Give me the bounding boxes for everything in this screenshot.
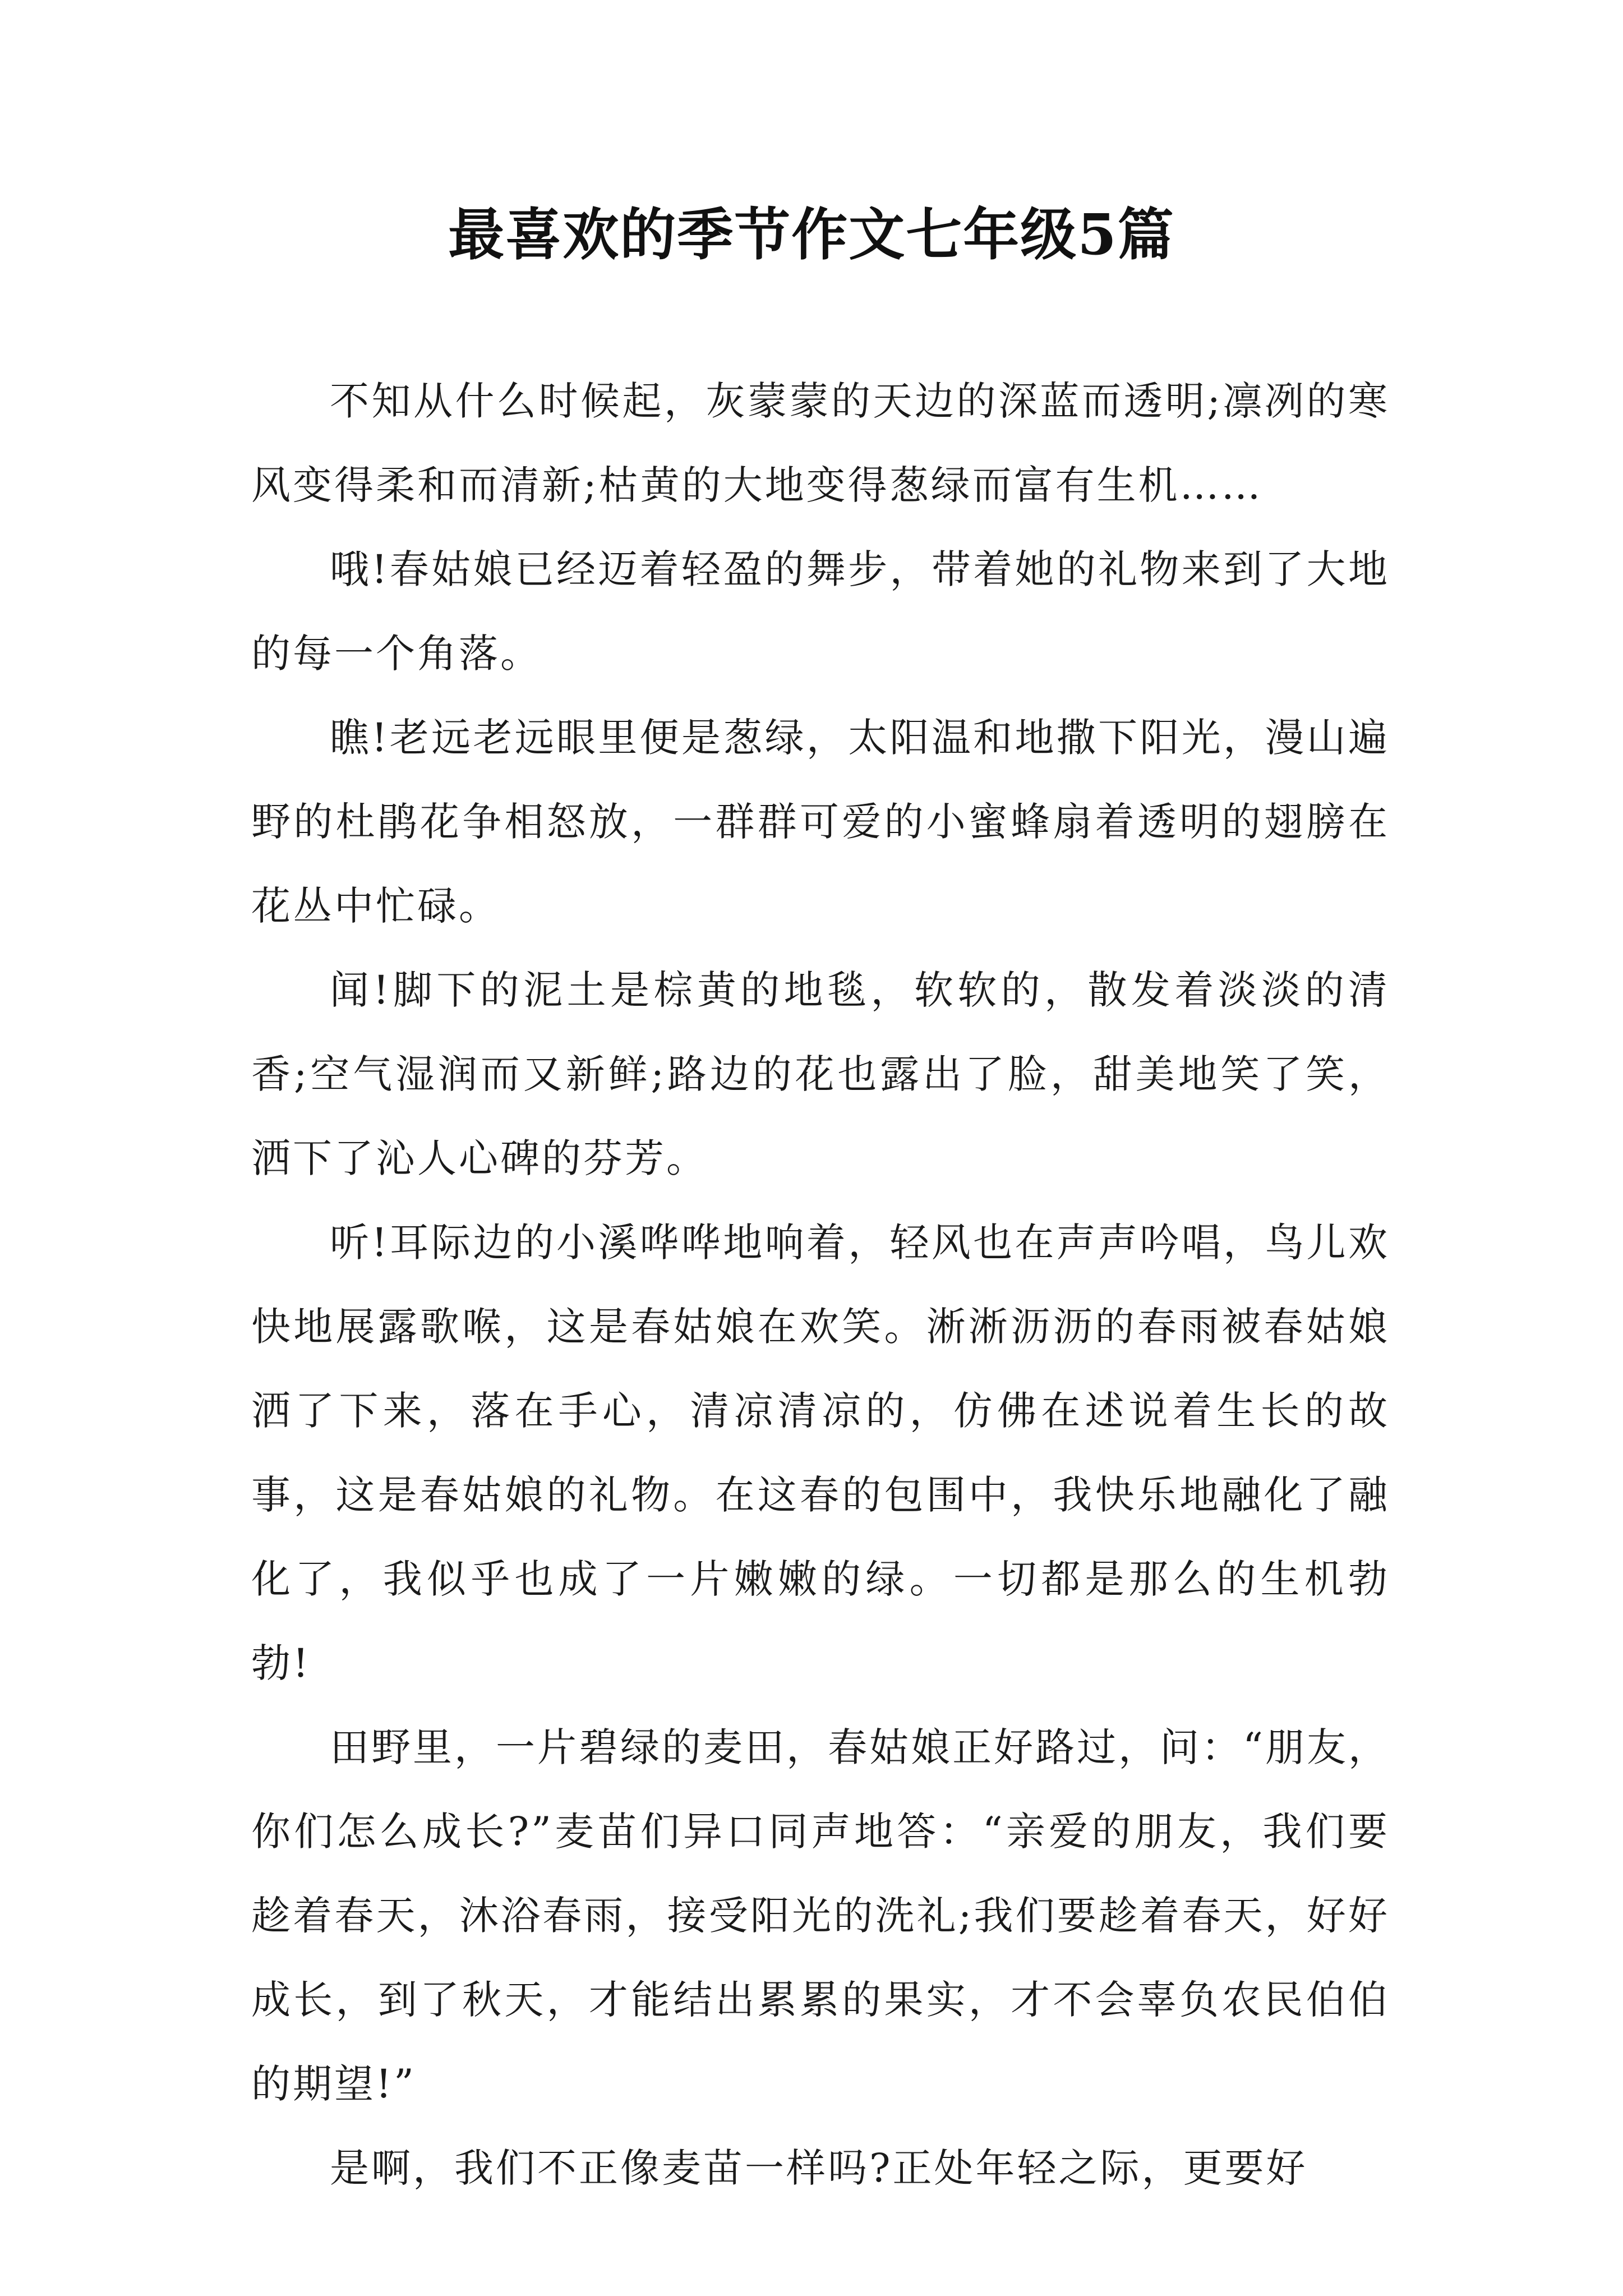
paragraph-4: 闻!脚下的泥土是棕黄的地毯，软软的，散发着淡淡的清香;空气湿润而又新鲜;路边的花也露出了脸，甜美地笑了笑，洒下了沁人心碑的芬芳。 xyxy=(251,967,1390,1181)
paragraph-1: 不知从什么时候起，灰蒙蒙的天边的深蓝而透明;凛冽的寒风变得柔和而清新;枯黄的大地变得葱绿而富有生机…… xyxy=(251,378,1390,508)
paragraph-6: 田野里，一片碧绿的麦田，春姑娘正好路过，问：“朋友，你们怎么成长?”麦苗们异口同声地答：“亲爱的朋友，我们要趁着春天，沐浴春雨，接受阳光的洗礼;我们要趁着春天，好好成长，到了秋天，才能结出累累的果实，才不会辜负农民伯伯的期望!” xyxy=(251,1724,1390,2107)
paragraph-7: 是啊，我们不正像麦苗一样吗?正处年轻之际，更要好 xyxy=(330,2145,1308,2191)
document-title: 最喜欢的季节作文七年级5篇 xyxy=(448,201,1175,268)
paragraph-5: 听!耳际边的小溪哗哗地响着，轻风也在声声吟唱，鸟儿欢快地展露歌喉，这是春姑娘在欢笑。淅淅沥沥的春雨被春姑娘洒了下来，落在手心，清凉清凉的，仿佛在述说着生长的故事，这是春姑娘的礼物。在这春的包围中，我快乐地融化了融化了，我似乎也成了一片嫩嫩的绿。一切都是那么的生机勃勃! xyxy=(251,1220,1390,1686)
document-body xyxy=(251,359,1390,2210)
paragraph-3: 瞧!老远老远眼里便是葱绿，太阳温和地撒下阳光，漫山遍野的杜鹃花争相怒放，一群群可爱的小蜜蜂扇着透明的翅膀在花丛中忙碌。 xyxy=(251,715,1390,929)
paragraph-2: 哦!春姑娘已经迈着轻盈的舞步，带着她的礼物来到了大地的每一个角落。 xyxy=(251,546,1390,677)
